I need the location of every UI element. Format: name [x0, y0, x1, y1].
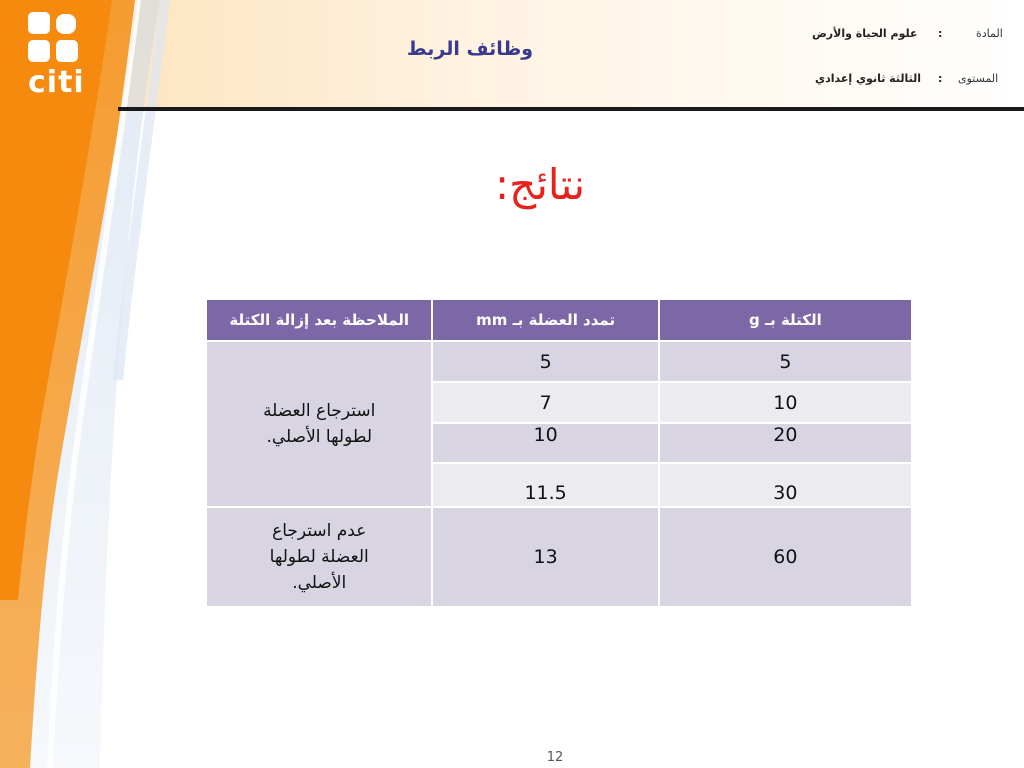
citi-logo: [28, 12, 85, 100]
mass-cell: 10: [659, 382, 912, 423]
level-value: الثالثة ثانوي إعدادي: [815, 72, 921, 85]
observation-line: الأصلي.: [292, 573, 347, 593]
mass-cell: 30: [659, 463, 912, 507]
observation-cell: [206, 507, 432, 607]
mass-cell: 5: [659, 341, 912, 382]
page-number: 12: [546, 750, 564, 765]
observation-line: العضلة لطولها: [269, 547, 369, 567]
table-row: [206, 507, 912, 607]
stretch-cell: 13: [432, 507, 658, 607]
table-header-row: [206, 299, 912, 341]
stretch-cell: 11.5: [432, 463, 658, 507]
mass-cell: 60: [659, 507, 912, 607]
observation-cell: [206, 341, 432, 507]
mass-cell: 20: [659, 423, 912, 463]
subject-separator: :: [938, 27, 943, 40]
level-separator: :: [938, 72, 943, 85]
results-table: [205, 298, 913, 608]
observation-line: عدم استرجاع: [272, 521, 367, 541]
slide-heading: نتائج:: [494, 160, 586, 209]
column-header-mass: الكتلة بـ g: [659, 299, 912, 341]
level-label: المستوى: [958, 72, 999, 85]
lesson-title: وظائف الربط: [406, 38, 534, 60]
stretch-cell: 7: [432, 382, 658, 423]
table-row: [206, 341, 912, 382]
subject-value: علوم الحياة والأرض: [812, 27, 918, 40]
column-header-observation: الملاحظة بعد إزالة الكتلة: [206, 299, 432, 341]
observation-line: لطولها الأصلي.: [266, 427, 372, 447]
column-header-stretch: تمدد العضلة بـ mm: [432, 299, 658, 341]
logo-squares-icon: [28, 12, 82, 66]
observation-line: استرجاع العضلة: [263, 401, 376, 421]
header-divider: [118, 107, 1024, 111]
stretch-cell: 5: [432, 341, 658, 382]
logo-text: citi: [28, 65, 85, 100]
subject-label: المادة: [976, 27, 1003, 40]
stretch-cell: 10: [432, 423, 658, 463]
